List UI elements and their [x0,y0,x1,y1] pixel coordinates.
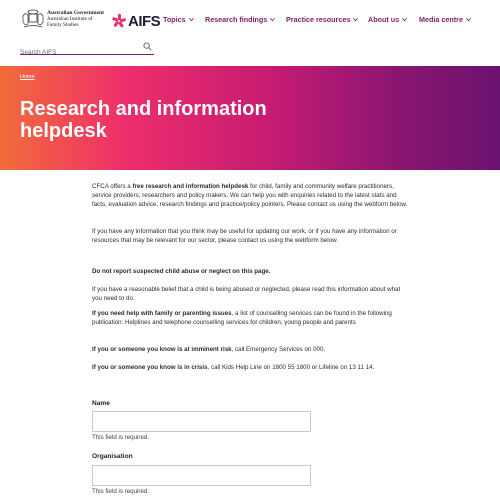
search-input[interactable] [20,47,130,59]
risk-bold: If you or someone you know is at imminent risk [92,346,232,353]
government-text [47,10,104,28]
warning-bold: Do not report suspected child abuse or neglect on this page. [92,268,271,275]
chevron-down-icon [189,17,194,22]
crisis-text: , call Kids Help Line on 1800 55 1800 or Lifeline on 13 11 14. [207,364,375,371]
nav-label: Research findings [205,15,268,24]
nav-about-us[interactable] [368,15,407,24]
chevron-down-icon [402,17,407,22]
name-label: Name [92,400,110,407]
gov-line-1: Australian Government [47,10,105,16]
name-error-message: This field is required. [92,434,150,441]
name-field[interactable] [92,411,311,432]
organisation-field[interactable] [92,465,311,486]
parenting-bold: If you need help with family or parenting issues [92,310,232,317]
chevron-down-icon [353,17,358,22]
crisis-paragraph [92,363,410,372]
nav-media-centre[interactable] [419,15,471,24]
nav-label: Media centre [419,15,463,24]
intro-text-b: for child, family and community welfare practitioners, service providers, researchers and policy makers. We can help you with enquiries related to the latest stats and facts, evaluation advice, research findings and practice/policy pointers. Please contact us using the webform below. [92,183,408,208]
aifs-asterisk-icon [111,13,127,29]
search-bar [20,41,154,55]
risk-text: , call Emergency Services on 000. [231,346,326,353]
gov-line-2: Australian Institute of [47,16,93,22]
chevron-down-icon [466,17,471,22]
imminent-risk-paragraph [92,345,410,354]
nav-label: Practice resources [286,15,351,24]
parenting-help-paragraph [92,309,410,327]
nav-label: About us [368,15,400,24]
page-title: Research and information helpdesk [20,98,267,142]
coat-of-arms-icon [20,8,46,30]
intro-text-a: CFCA offers a [92,183,133,190]
intro-paragraph [92,182,410,209]
nav-practice-resources[interactable] [286,15,358,24]
site-header [0,0,500,66]
hero-banner [0,66,500,170]
search-icon[interactable] [143,42,152,51]
warning-paragraph [92,267,410,276]
update-paragraph: If you have any information that you think may be useful for updating our work, or if you have any information or resources that may be relevant for our sector, please contact us using the webform below. [92,228,397,244]
chevron-down-icon [270,17,275,22]
aifs-logo[interactable] [111,12,160,30]
nav-research-findings[interactable] [205,15,275,24]
nav-label: Topics [163,15,186,24]
nav-topics[interactable] [163,15,194,24]
crisis-bold: If you or someone you know is in crisis [92,364,208,371]
organisation-error-message: This field is required. [92,488,150,495]
parenting-text: , a list of counselling services can be found in the following publication: Helplines and telephone counselling services for children, young people and parents [92,310,392,326]
gov-line-3: Family Studies [47,22,79,28]
organisation-label: Organisation [92,453,133,460]
breadcrumb-home[interactable]: Home [20,74,35,80]
aifs-logo-text: AIFS [128,12,161,30]
intro-bold: free research and information helpdesk [132,183,249,190]
abuse-info-paragraph: If you have a reasonable belief that a child is being abused or neglected, please read this information about what you need to do. [92,286,401,302]
